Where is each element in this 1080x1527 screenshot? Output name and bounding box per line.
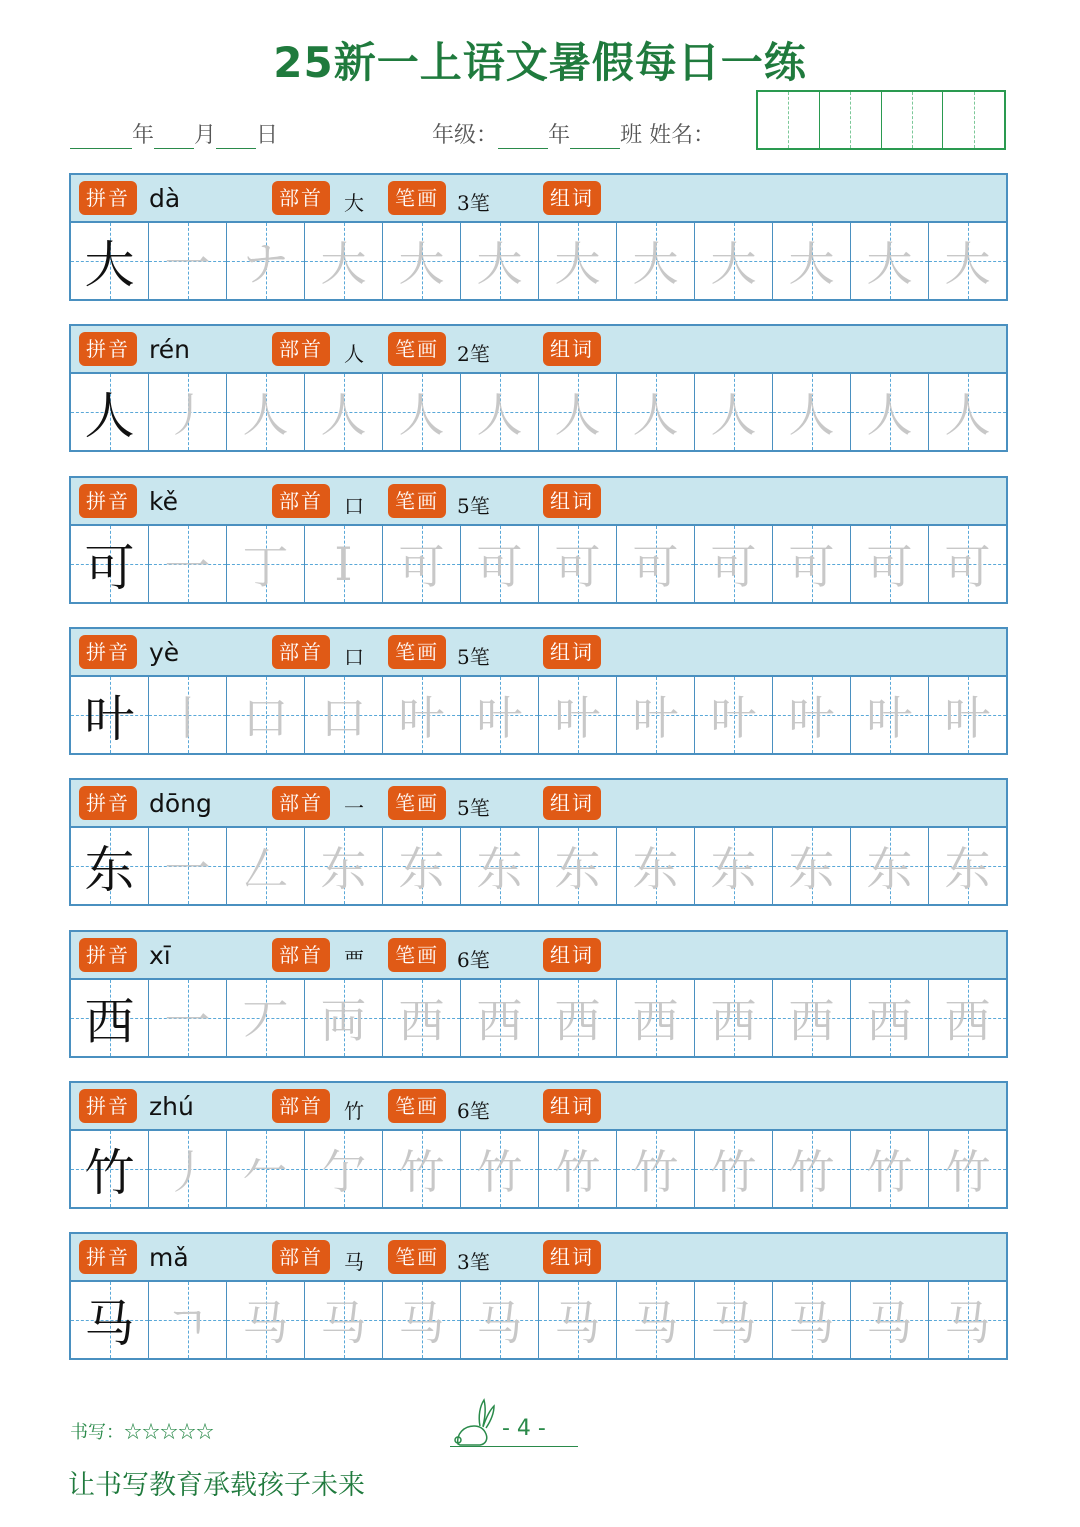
trace-character: 东 <box>866 842 913 897</box>
radical-value: 竹 <box>344 1098 364 1123</box>
year-blank[interactable] <box>70 122 132 149</box>
pinyin-tag: 拼音 <box>79 1240 137 1274</box>
day-label: 日 <box>256 123 279 148</box>
trace-character: 大 <box>398 237 445 291</box>
trace-character: 竹 <box>554 1144 601 1199</box>
model-character: 西 <box>71 980 149 1056</box>
strokes-tag: 笔画 <box>388 1240 446 1274</box>
trace-cell[interactable] <box>305 677 383 753</box>
pinyin-tag: 拼音 <box>79 938 137 972</box>
char-info-header <box>69 324 1008 374</box>
trace-character: 人 <box>320 388 367 443</box>
trace-cell[interactable] <box>227 374 305 450</box>
trace-cell[interactable] <box>383 1131 461 1207</box>
writing-grid <box>69 1282 1008 1360</box>
radical-tag: 部首 <box>272 938 330 972</box>
trace-character: 竹 <box>398 1144 445 1199</box>
trace-character: 亇 <box>320 1144 367 1199</box>
trace-cell[interactable] <box>695 1282 773 1358</box>
strokes-tag: 笔画 <box>388 1089 446 1123</box>
char-info-header <box>69 778 1008 828</box>
radical-value: 人 <box>344 342 364 367</box>
trace-character: 竹 <box>944 1144 991 1199</box>
trace-cell[interactable] <box>617 677 695 753</box>
trace-cell[interactable] <box>305 1131 383 1207</box>
trace-character: 丿 <box>164 388 211 443</box>
class-unit: 班 <box>620 123 643 148</box>
grade-unit: 年 <box>548 123 571 148</box>
trace-cell[interactable] <box>851 980 929 1056</box>
trace-cell[interactable] <box>851 1131 929 1207</box>
name-grid[interactable] <box>756 90 1006 150</box>
trace-character: 东 <box>554 842 601 897</box>
trace-character: 叶 <box>476 690 523 745</box>
radical-tag: 部首 <box>272 635 330 669</box>
day-blank[interactable] <box>216 122 256 149</box>
writing-grid <box>69 677 1008 755</box>
trace-cell[interactable] <box>461 1282 539 1358</box>
trace-cell[interactable] <box>383 374 461 450</box>
strokes-tag: 笔画 <box>388 786 446 820</box>
trace-cell[interactable] <box>383 1282 461 1358</box>
pinyin-tag: 拼音 <box>79 484 137 518</box>
trace-cell[interactable] <box>383 526 461 602</box>
radical-tag: 部首 <box>272 484 330 518</box>
trace-cell[interactable] <box>929 828 1006 904</box>
slogan: 让书写教育承载孩子未来 <box>68 1470 365 1501</box>
trace-character: 大 <box>632 237 679 291</box>
trace-character: 东 <box>476 842 523 897</box>
trace-character: 马 <box>944 1296 991 1351</box>
char-practice-block <box>69 627 1008 755</box>
model-character: 叶 <box>71 677 149 753</box>
trace-character: 大 <box>476 237 523 291</box>
trace-character: 叶 <box>554 690 601 745</box>
trace-cell[interactable] <box>539 828 617 904</box>
trace-character: 丆 <box>242 993 289 1048</box>
trace-cell[interactable] <box>383 828 461 904</box>
trace-character: 马 <box>632 1296 679 1351</box>
trace-character: 可 <box>554 539 601 594</box>
name-cell[interactable] <box>820 92 882 148</box>
trace-cell[interactable] <box>773 1131 851 1207</box>
trace-character: 人 <box>476 388 523 443</box>
trace-cell[interactable] <box>305 828 383 904</box>
trace-cell[interactable] <box>149 828 227 904</box>
trace-character: 人 <box>944 388 991 443</box>
name-label: 姓名： <box>649 123 716 148</box>
trace-character: 可 <box>788 539 835 594</box>
trace-cell[interactable] <box>305 980 383 1056</box>
trace-character: 大 <box>866 237 913 291</box>
trace-character: 可 <box>710 539 757 594</box>
trace-cell[interactable] <box>929 677 1006 753</box>
trace-cell[interactable] <box>539 223 617 299</box>
trace-character: 叶 <box>788 690 835 745</box>
strokes-value: 5笔 <box>457 796 490 821</box>
trace-character: 竹 <box>476 1144 523 1199</box>
trace-character: 丁 <box>242 539 289 594</box>
trace-character: 马 <box>554 1296 601 1351</box>
trace-cell[interactable] <box>695 828 773 904</box>
trace-character: 叶 <box>944 690 991 745</box>
trace-cell[interactable] <box>617 828 695 904</box>
grade-blank[interactable] <box>498 122 548 149</box>
footer-rule <box>450 1446 578 1447</box>
trace-character: 东 <box>398 842 445 897</box>
writing-grid <box>69 223 1008 301</box>
trace-character: 大 <box>554 237 601 291</box>
trace-character: 可 <box>398 539 445 594</box>
trace-cell[interactable] <box>773 1282 851 1358</box>
trace-cell[interactable] <box>851 677 929 753</box>
trace-character: 竹 <box>866 1144 913 1199</box>
trace-cell[interactable] <box>851 223 929 299</box>
radical-tag: 部首 <box>272 786 330 820</box>
words-tag: 组词 <box>543 635 601 669</box>
words-tag: 组词 <box>543 1240 601 1274</box>
pinyin-value: dōng <box>149 789 212 819</box>
trace-character: 马 <box>710 1296 757 1351</box>
year-label: 年 <box>132 123 155 148</box>
char-practice-block <box>69 930 1008 1058</box>
trace-character: 西 <box>476 993 523 1048</box>
trace-character: 𠃋 <box>242 842 289 897</box>
model-character: 马 <box>71 1282 149 1358</box>
char-practice-block <box>69 1081 1008 1209</box>
name-cell[interactable] <box>758 92 820 148</box>
strokes-value: 5笔 <box>457 644 490 669</box>
words-tag: 组词 <box>543 786 601 820</box>
rating-label: 书写：☆☆☆☆☆ <box>70 1422 214 1443</box>
strokes-value: 5笔 <box>457 493 490 518</box>
strokes-tag: 笔画 <box>388 635 446 669</box>
trace-cell[interactable] <box>461 374 539 450</box>
trace-cell[interactable] <box>773 526 851 602</box>
trace-character: 西 <box>710 993 757 1048</box>
strokes-value: 3笔 <box>457 191 490 215</box>
radical-value: 口 <box>344 493 364 518</box>
char-practice-block <box>69 324 1008 452</box>
trace-character: 西 <box>944 993 991 1048</box>
writing-grid <box>69 828 1008 906</box>
model-character: 东 <box>71 828 149 904</box>
trace-cell[interactable] <box>773 980 851 1056</box>
strokes-value: 6笔 <box>457 1098 490 1123</box>
trace-character: 竹 <box>632 1144 679 1199</box>
trace-character: 马 <box>476 1296 523 1351</box>
trace-cell[interactable] <box>851 1282 929 1358</box>
trace-character: 人 <box>788 388 835 443</box>
trace-cell[interactable] <box>461 1131 539 1207</box>
trace-character: 可 <box>866 539 913 594</box>
model-character: 竹 <box>71 1131 149 1207</box>
trace-character: 西 <box>398 993 445 1048</box>
page-title: 25新一上语文暑假每日一练 <box>273 38 807 87</box>
radical-value: 马 <box>344 1250 364 1275</box>
trace-cell[interactable] <box>695 223 773 299</box>
trace-cell[interactable] <box>539 677 617 753</box>
model-character: 大 <box>71 223 149 299</box>
pinyin-tag: 拼音 <box>79 332 137 366</box>
trace-cell[interactable] <box>851 828 929 904</box>
trace-character: 东 <box>944 842 991 897</box>
strokes-value: 6笔 <box>457 947 490 972</box>
strokes-tag: 笔画 <box>388 938 446 972</box>
trace-cell[interactable] <box>617 223 695 299</box>
trace-cell[interactable] <box>227 223 305 299</box>
words-tag: 组词 <box>543 938 601 972</box>
trace-character: 西 <box>632 993 679 1048</box>
char-info-header <box>69 173 1008 223</box>
char-info-header <box>69 930 1008 980</box>
trace-character: 马 <box>788 1296 835 1351</box>
pinyin-value: rén <box>149 335 190 365</box>
words-tag: 组词 <box>543 181 601 215</box>
trace-cell[interactable] <box>929 980 1006 1056</box>
writing-grid <box>69 980 1008 1058</box>
trace-cell[interactable] <box>149 1282 227 1358</box>
trace-character: 可 <box>944 539 991 594</box>
pinyin-value: yè <box>149 637 180 667</box>
trace-cell[interactable] <box>695 1131 773 1207</box>
trace-character: 西 <box>554 993 601 1048</box>
pinyin-value: mǎ <box>149 1243 189 1273</box>
strokes-value: 3笔 <box>457 1250 490 1275</box>
trace-character: 丿 <box>164 1144 211 1199</box>
trace-cell[interactable] <box>539 526 617 602</box>
pinyin-tag: 拼音 <box>79 786 137 820</box>
trace-cell[interactable] <box>149 223 227 299</box>
trace-cell[interactable] <box>539 1131 617 1207</box>
trace-character: 口 <box>320 690 367 745</box>
trace-cell[interactable] <box>617 526 695 602</box>
trace-character: 人 <box>866 388 913 443</box>
char-info-header <box>69 476 1008 526</box>
char-practice-block <box>69 778 1008 906</box>
trace-character: 人 <box>242 388 289 443</box>
strokes-tag: 笔画 <box>388 484 446 518</box>
trace-cell[interactable] <box>305 1282 383 1358</box>
trace-cell[interactable] <box>617 1282 695 1358</box>
trace-character: 両 <box>320 993 367 1048</box>
trace-cell[interactable] <box>539 1282 617 1358</box>
pinyin-value: kě <box>149 486 178 516</box>
trace-character: 东 <box>788 842 835 897</box>
trace-cell[interactable] <box>539 980 617 1056</box>
trace-cell[interactable] <box>149 980 227 1056</box>
trace-character: 大 <box>944 237 991 291</box>
strokes-value: 2笔 <box>457 342 490 367</box>
pinyin-tag: 拼音 <box>79 635 137 669</box>
trace-character: 东 <box>320 842 367 897</box>
trace-cell[interactable] <box>695 526 773 602</box>
trace-cell[interactable] <box>461 980 539 1056</box>
words-tag: 组词 <box>543 484 601 518</box>
trace-cell[interactable] <box>773 677 851 753</box>
trace-character: 一 <box>164 539 211 594</box>
trace-cell[interactable] <box>773 223 851 299</box>
trace-cell[interactable] <box>539 374 617 450</box>
trace-character: 人 <box>632 388 679 443</box>
trace-cell[interactable] <box>149 374 227 450</box>
trace-character: 大 <box>710 237 757 291</box>
trace-cell[interactable] <box>617 374 695 450</box>
trace-character: 叶 <box>398 690 445 745</box>
trace-cell[interactable] <box>929 1282 1006 1358</box>
trace-cell[interactable] <box>929 1131 1006 1207</box>
trace-cell[interactable] <box>227 828 305 904</box>
pinyin-tag: 拼音 <box>79 1089 137 1123</box>
writing-grid <box>69 1131 1008 1209</box>
rabbit-icon <box>450 1396 506 1450</box>
trace-character: 西 <box>866 993 913 1048</box>
trace-character: 𠂉 <box>242 1144 289 1199</box>
strokes-tag: 笔画 <box>388 332 446 366</box>
trace-cell[interactable] <box>929 223 1006 299</box>
trace-character: 叶 <box>710 690 757 745</box>
trace-character: Ⅰ <box>334 536 353 591</box>
trace-cell[interactable] <box>617 1131 695 1207</box>
char-info-header <box>69 1232 1008 1282</box>
trace-character: 可 <box>632 539 679 594</box>
pinyin-value: zhú <box>149 1091 194 1121</box>
trace-cell[interactable] <box>851 374 929 450</box>
trace-character: 马 <box>242 1296 289 1351</box>
trace-character: 可 <box>476 539 523 594</box>
trace-cell[interactable] <box>305 526 383 602</box>
radical-tag: 部首 <box>272 1089 330 1123</box>
radical-value: 口 <box>344 644 364 669</box>
words-tag: 组词 <box>543 332 601 366</box>
radical-tag: 部首 <box>272 1240 330 1274</box>
trace-character: 一 <box>164 237 211 291</box>
trace-cell[interactable] <box>773 828 851 904</box>
model-character: 可 <box>71 526 149 602</box>
trace-character: 马 <box>866 1296 913 1351</box>
radical-value: 大 <box>344 191 364 215</box>
model-character: 人 <box>71 374 149 450</box>
name-cell[interactable] <box>943 92 1004 148</box>
trace-cell[interactable] <box>461 677 539 753</box>
trace-cell[interactable] <box>617 980 695 1056</box>
trace-character: 叶 <box>866 690 913 745</box>
strokes-tag: 笔画 <box>388 181 446 215</box>
trace-character: ナ <box>242 237 289 291</box>
trace-character: 西 <box>788 993 835 1048</box>
trace-character: 人 <box>554 388 601 443</box>
month-blank[interactable] <box>154 122 194 149</box>
trace-character: 东 <box>710 842 757 897</box>
trace-character: 大 <box>788 237 835 291</box>
page-number-area <box>450 1396 580 1452</box>
trace-cell[interactable] <box>305 223 383 299</box>
trace-cell[interactable] <box>149 677 227 753</box>
trace-character: 马 <box>320 1296 367 1351</box>
char-info-header <box>69 1081 1008 1131</box>
writing-grid <box>69 374 1008 452</box>
trace-cell[interactable] <box>695 677 773 753</box>
writing-grid <box>69 526 1008 604</box>
char-practice-block <box>69 173 1008 301</box>
trace-cell[interactable] <box>149 526 227 602</box>
pinyin-tag: 拼音 <box>79 181 137 215</box>
char-practice-block <box>69 1232 1008 1360</box>
name-cell[interactable] <box>882 92 944 148</box>
trace-cell[interactable] <box>461 526 539 602</box>
trace-cell[interactable] <box>461 828 539 904</box>
trace-character: 竹 <box>788 1144 835 1199</box>
grade-label: 年级： <box>432 123 499 148</box>
char-practice-block <box>69 476 1008 604</box>
trace-character: 马 <box>398 1296 445 1351</box>
trace-character: 人 <box>398 388 445 443</box>
radical-value: 一 <box>344 796 364 821</box>
class-blank[interactable] <box>570 122 620 149</box>
trace-cell[interactable] <box>149 1131 227 1207</box>
trace-cell[interactable] <box>461 223 539 299</box>
trace-character: 口 <box>242 690 289 745</box>
trace-cell[interactable] <box>851 526 929 602</box>
trace-character: ㄱ <box>165 1296 210 1351</box>
trace-cell[interactable] <box>227 1282 305 1358</box>
trace-character: 人 <box>710 388 757 443</box>
page-number: - 4 - <box>502 1416 546 1441</box>
trace-character: 一 <box>164 993 211 1048</box>
char-info-header <box>69 627 1008 677</box>
trace-cell[interactable] <box>227 677 305 753</box>
radical-tag: 部首 <box>272 181 330 215</box>
trace-cell[interactable] <box>695 374 773 450</box>
trace-cell[interactable] <box>773 374 851 450</box>
month-label: 月 <box>194 123 217 148</box>
radical-tag: 部首 <box>272 332 330 366</box>
trace-character: 丨 <box>164 690 211 745</box>
trace-character: 一 <box>164 842 211 897</box>
trace-cell[interactable] <box>383 677 461 753</box>
trace-cell[interactable] <box>383 980 461 1056</box>
date-grade-line <box>70 118 715 149</box>
trace-cell[interactable] <box>383 223 461 299</box>
radical-value: 覀 <box>344 947 364 972</box>
trace-cell[interactable] <box>227 980 305 1056</box>
trace-cell[interactable] <box>695 980 773 1056</box>
trace-cell[interactable] <box>227 526 305 602</box>
trace-cell[interactable] <box>929 526 1006 602</box>
pinyin-value: dà <box>149 184 181 213</box>
trace-cell[interactable] <box>305 374 383 450</box>
trace-character: 叶 <box>632 690 679 745</box>
trace-character: 大 <box>320 237 367 291</box>
pinyin-value: xī <box>149 940 171 970</box>
words-tag: 组词 <box>543 1089 601 1123</box>
trace-character: 竹 <box>710 1144 757 1199</box>
trace-cell[interactable] <box>929 374 1006 450</box>
trace-character: 东 <box>632 842 679 897</box>
trace-cell[interactable] <box>227 1131 305 1207</box>
